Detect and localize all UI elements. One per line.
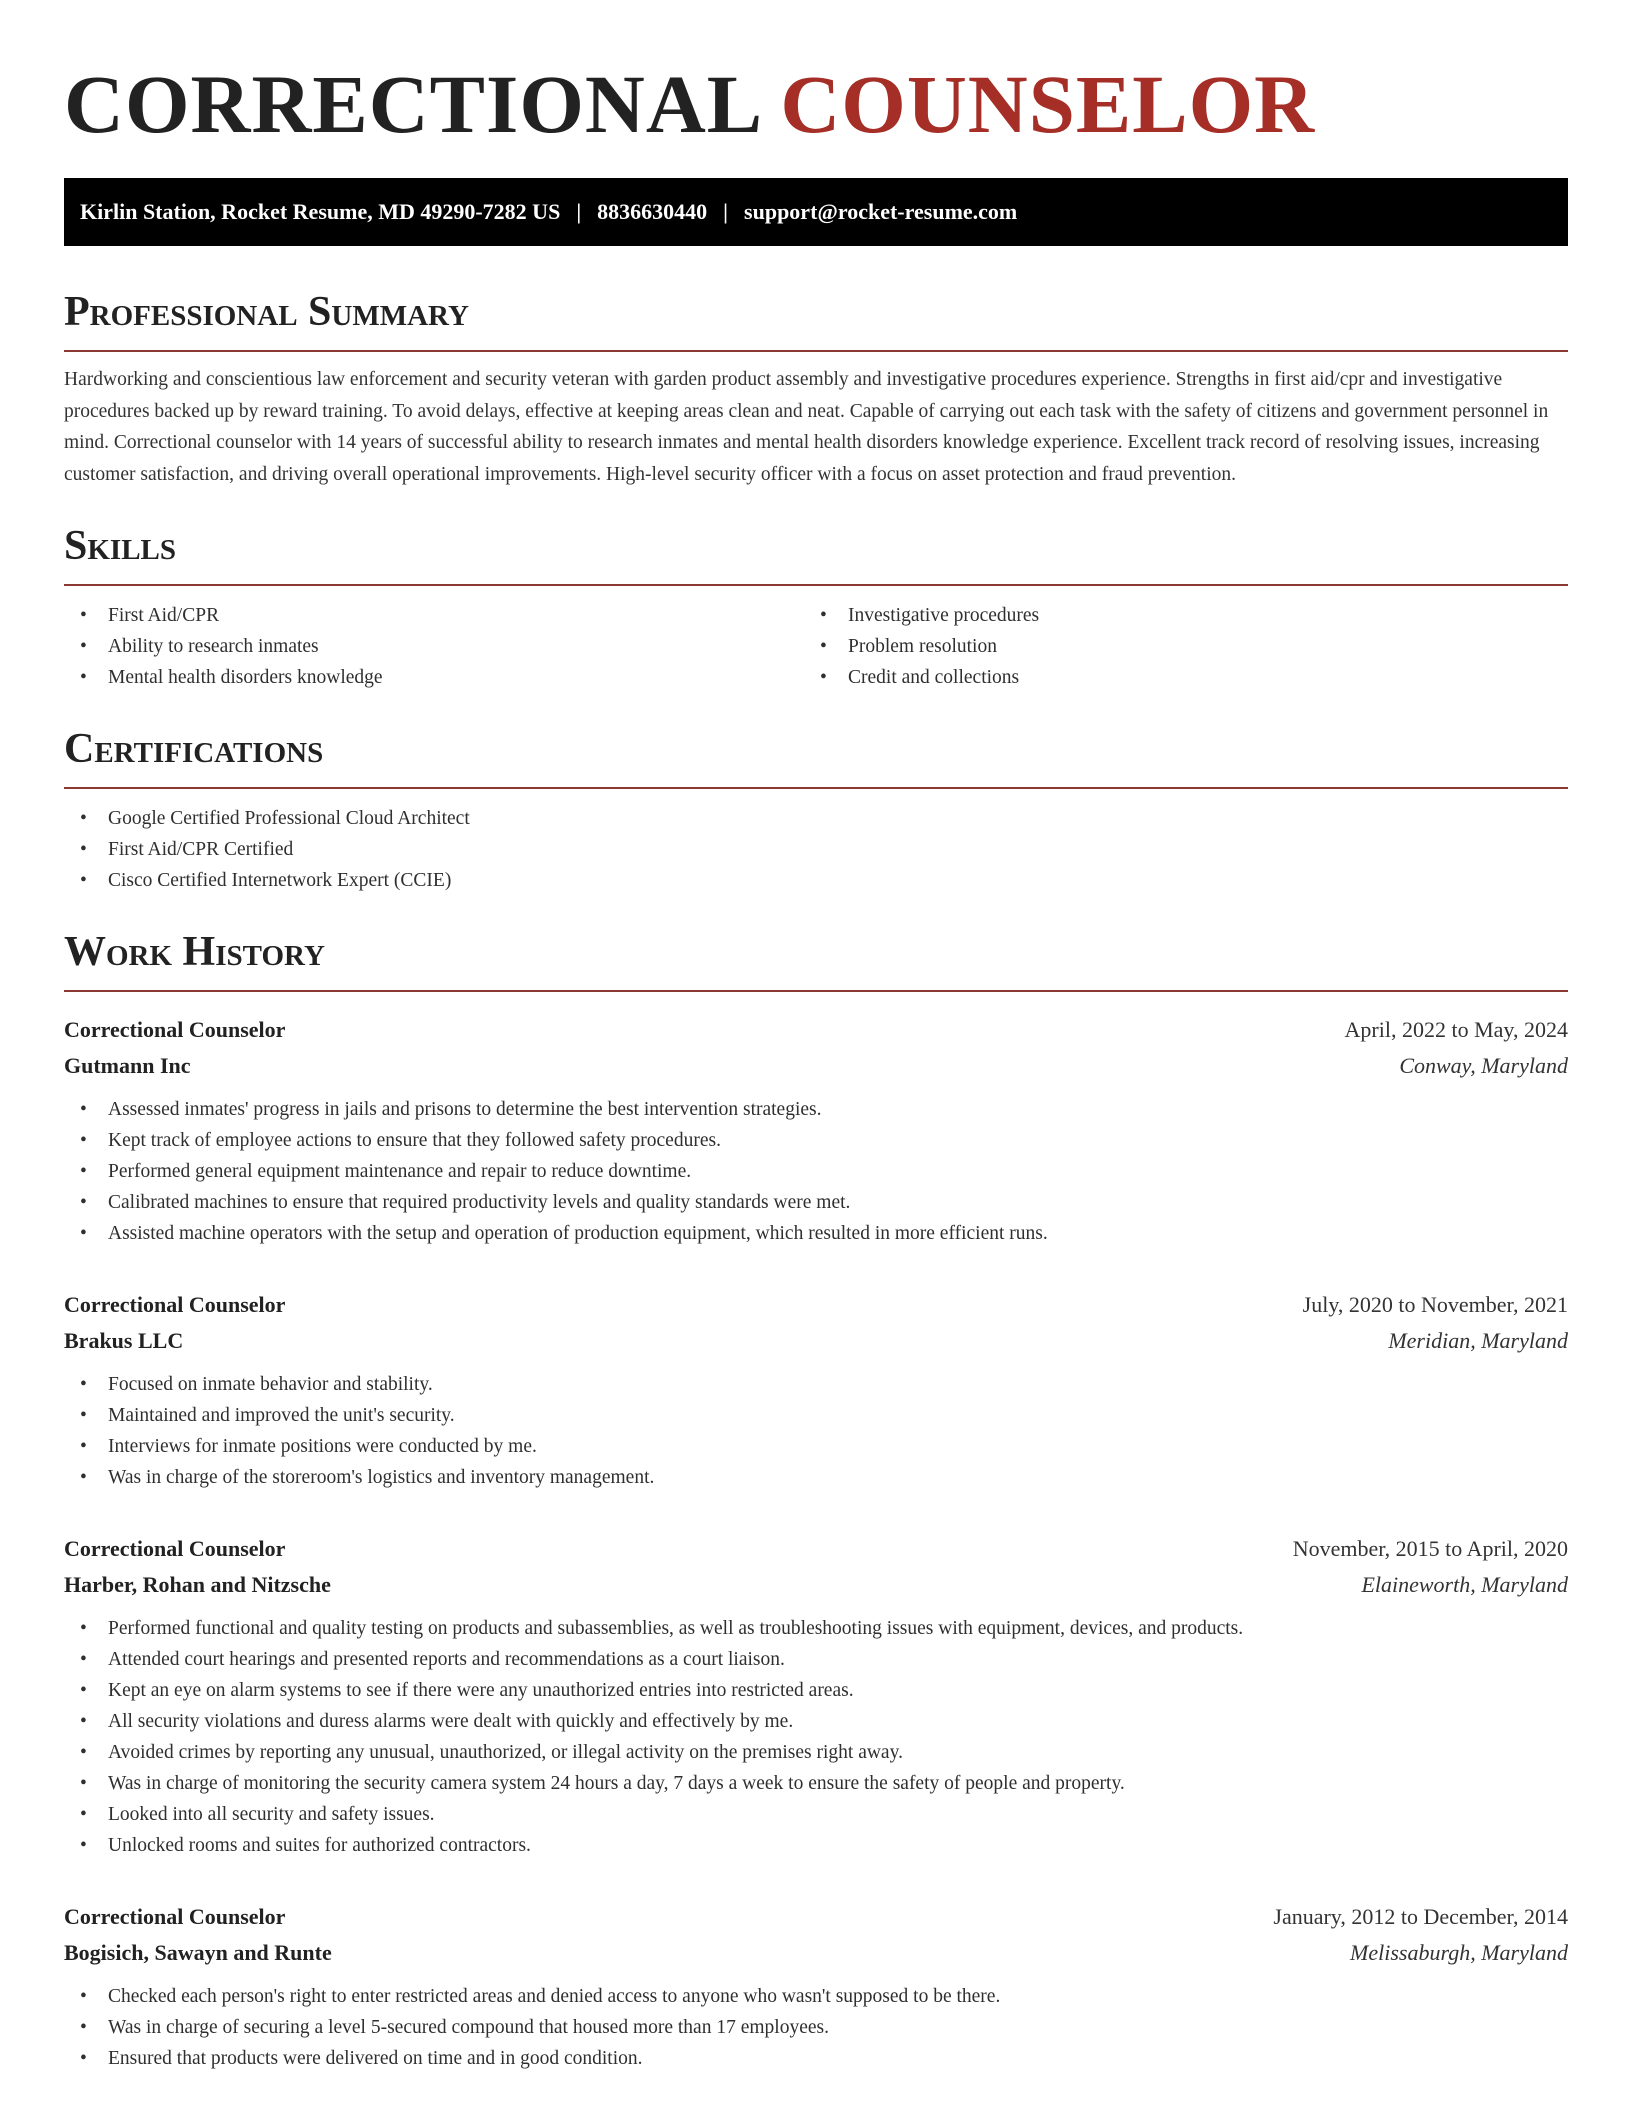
job-duty: • Kept an eye on alarm systems to see if there were any unauthorized entries into restricted areas. <box>64 1675 1568 1706</box>
certification-item: • Google Certified Professional Cloud Architect <box>64 803 1568 834</box>
job-duties <box>64 1613 1568 1861</box>
job-entry <box>64 1012 1568 1249</box>
job-company-row <box>64 1048 1568 1084</box>
job-duties <box>64 1981 1568 2074</box>
job-dates: January, 2012 to December, 2014 <box>1273 1904 1568 1929</box>
section-divider <box>64 787 1568 789</box>
name-first: CORRECTIONAL <box>64 58 759 150</box>
section-divider <box>64 990 1568 992</box>
summary-text: Hardworking and conscientious law enforcement and security veteran with garden product assembly and investigative procedures experience. Strengths in first aid/cpr and investigative procedures backed up by reward training. To avoid delays, effective at keeping areas clean and neat. Capable of carrying out each task with the safety of citizens and government personnel in mind. Correctional counselor with 14 years of successful ability to research inmates and mental health disorders knowledge experience. Excellent track record of resolving issues, increasing customer satisfaction, and driving overall operational improvements. High-level security officer with a focus on asset protection and fraud prevention. <box>64 369 1549 485</box>
contact-address: Kirlin Station, Rocket Resume, MD 49290-7282 US <box>80 199 561 224</box>
job-duty: • Attended court hearings and presented reports and recommendations as a court liaison. <box>64 1644 1568 1675</box>
summary-section <box>64 288 1568 490</box>
skill-item: • Problem resolution <box>804 631 1544 662</box>
job-duty: • Kept track of employee actions to ensure that they followed safety procedures. <box>64 1125 1568 1156</box>
job-duty: • Was in charge of monitoring the security camera system 24 hours a day, 7 days a week to ensure the safety of people and property. <box>64 1768 1568 1799</box>
job-location: Melissaburgh, Maryland <box>1350 1940 1568 1965</box>
certification-item: • Cisco Certified Internetwork Expert (CCIE) <box>64 865 1568 896</box>
skills-list-left <box>64 600 804 693</box>
skills-list-right <box>804 600 1544 693</box>
job-location: Elaineworth, Maryland <box>1361 1572 1568 1597</box>
skills-section <box>64 522 1568 693</box>
resume-name <box>64 0 1568 150</box>
skill-item: • First Aid/CPR <box>64 600 804 631</box>
job-dates: November, 2015 to April, 2020 <box>1292 1536 1568 1561</box>
job-duties <box>64 1094 1568 1249</box>
job-duty: • Focused on inmate behavior and stability. <box>64 1369 1568 1400</box>
name-last: COUNSELOR <box>780 58 1316 150</box>
skills-heading: Skills <box>64 523 177 569</box>
contact-phone: 8836630440 <box>597 199 708 224</box>
job-location: Meridian, Maryland <box>1388 1328 1568 1353</box>
job-duty: • Calibrated machines to ensure that required productivity levels and quality standards were met. <box>64 1187 1568 1218</box>
job-duty: • All security violations and duress alarms were dealt with quickly and effectively by me. <box>64 1706 1568 1737</box>
work-history-section <box>64 928 1568 2074</box>
job-duty: • Looked into all security and safety issues. <box>64 1799 1568 1830</box>
certifications-heading: Certifications <box>64 726 324 772</box>
job-duty: • Performed functional and quality testing on products and subassemblies, as well as troubleshooting issues with equipment, devices, and products. <box>64 1613 1568 1644</box>
contact-separator: | <box>723 199 729 224</box>
job-company: Brakus LLC <box>64 1328 184 1353</box>
skills-grid <box>64 600 1568 693</box>
job-duty: • Assisted machine operators with the setup and operation of production equipment, which resulted in more efficient runs. <box>64 1218 1568 1249</box>
job-company: Gutmann Inc <box>64 1053 191 1078</box>
job-duty: • Ensured that products were delivered on time and in good condition. <box>64 2043 1568 2074</box>
skill-item: • Investigative procedures <box>804 600 1544 631</box>
certifications-list <box>64 803 1568 896</box>
contact-bar <box>64 178 1568 246</box>
job-duties <box>64 1369 1568 1493</box>
contact-email: support@rocket-resume.com <box>744 199 1018 224</box>
job-duty: • Was in charge of the storeroom's logistics and inventory management. <box>64 1462 1568 1493</box>
certifications-section <box>64 725 1568 896</box>
job-duty: • Unlocked rooms and suites for authorized contractors. <box>64 1830 1568 1861</box>
job-entry <box>64 1531 1568 1861</box>
job-title: Correctional Counselor <box>64 1904 286 1929</box>
job-header-row <box>64 1899 1568 1935</box>
job-duty: • Maintained and improved the unit's security. <box>64 1400 1568 1431</box>
job-company-row <box>64 1323 1568 1359</box>
job-header-row <box>64 1012 1568 1048</box>
skill-item: • Ability to research inmates <box>64 631 804 662</box>
job-dates: April, 2022 to May, 2024 <box>1344 1017 1568 1042</box>
job-location: Conway, Maryland <box>1399 1053 1568 1078</box>
job-company: Harber, Rohan and Nitzsche <box>64 1572 331 1597</box>
job-title: Correctional Counselor <box>64 1536 286 1561</box>
job-company-row <box>64 1935 1568 1971</box>
work-history-heading: Work History <box>64 929 325 975</box>
job-header-row <box>64 1287 1568 1323</box>
job-duty: • Avoided crimes by reporting any unusual, unauthorized, or illegal activity on the premises right away. <box>64 1737 1568 1768</box>
section-divider <box>64 350 1568 352</box>
job-company-row <box>64 1567 1568 1603</box>
job-duty: • Interviews for inmate positions were conducted by me. <box>64 1431 1568 1462</box>
section-divider <box>64 584 1568 586</box>
skill-item: • Mental health disorders knowledge <box>64 662 804 693</box>
skill-item: • Credit and collections <box>804 662 1544 693</box>
job-dates: July, 2020 to November, 2021 <box>1302 1292 1568 1317</box>
job-entry <box>64 1899 1568 2074</box>
job-title: Correctional Counselor <box>64 1017 286 1042</box>
summary-heading: Professional Summary <box>64 289 469 335</box>
certification-item: • First Aid/CPR Certified <box>64 834 1568 865</box>
job-company: Bogisich, Sawayn and Runte <box>64 1940 332 1965</box>
job-entry <box>64 1287 1568 1493</box>
job-duty: • Was in charge of securing a level 5-secured compound that housed more than 17 employees. <box>64 2012 1568 2043</box>
job-duty: • Assessed inmates' progress in jails and prisons to determine the best intervention strategies. <box>64 1094 1568 1125</box>
job-title: Correctional Counselor <box>64 1292 286 1317</box>
job-header-row <box>64 1531 1568 1567</box>
contact-separator: | <box>576 199 582 224</box>
job-duty: • Checked each person's right to enter restricted areas and denied access to anyone who wasn't supposed to be there. <box>64 1981 1568 2012</box>
job-duty: • Performed general equipment maintenance and repair to reduce downtime. <box>64 1156 1568 1187</box>
